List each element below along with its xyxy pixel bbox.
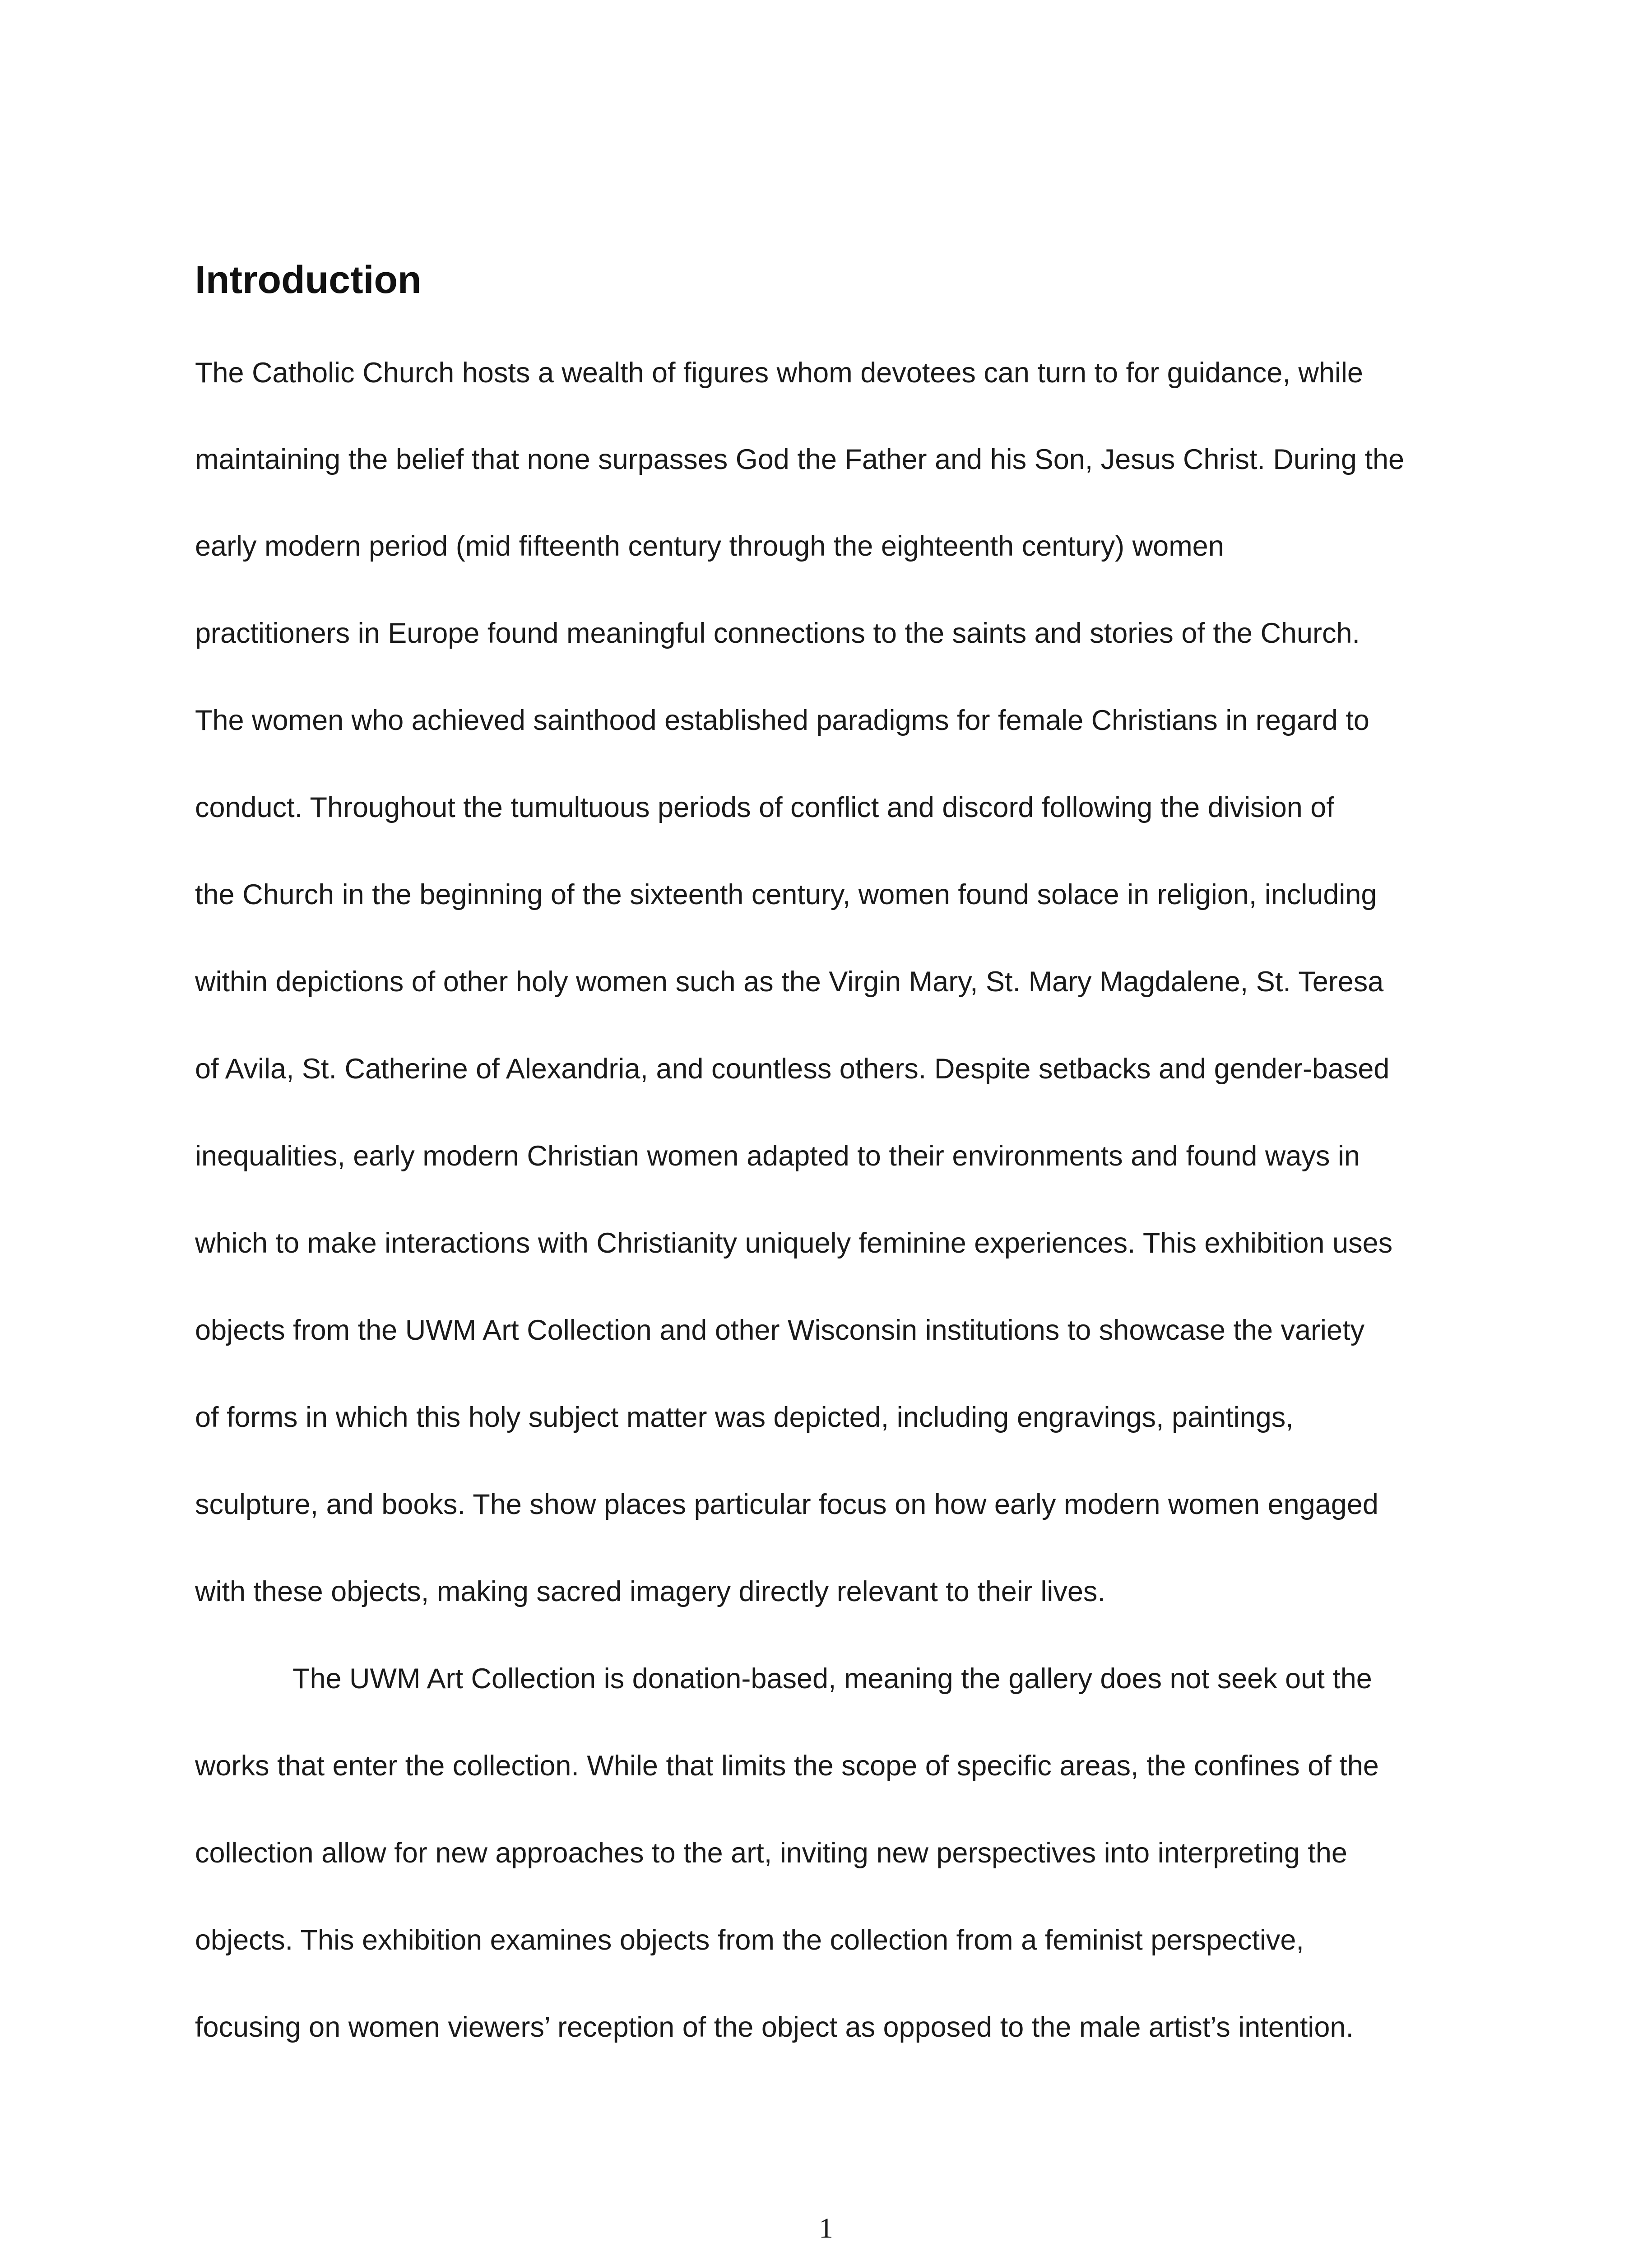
paragraph-line: which to make interactions with Christianity uniquely feminine experiences. This exhibition uses bbox=[195, 1227, 1393, 1259]
paragraph-line: the Church in the beginning of the sixteenth century, women found solace in religion, including bbox=[195, 879, 1377, 910]
paragraph-line: of forms in which this holy subject matter was depicted, including engravings, paintings, bbox=[195, 1402, 1294, 1433]
paragraph-line: with these objects, making sacred imagery directly relevant to their lives. bbox=[195, 1576, 1105, 1607]
section-heading: Introduction bbox=[195, 258, 422, 302]
paragraph-line: The UWM Art Collection is donation-based, meaning the gallery does not seek out the bbox=[292, 1663, 1372, 1695]
paragraph-line: sculpture, and books. The show places particular focus on how early modern women engaged bbox=[195, 1489, 1378, 1520]
paragraph-line: maintaining the belief that none surpasses God the Father and his Son, Jesus Christ. During the bbox=[195, 444, 1405, 475]
paragraph-line: objects from the UWM Art Collection and other Wisconsin institutions to showcase the variety bbox=[195, 1314, 1365, 1346]
paragraph-line: early modern period (mid fifteenth century through the eighteenth century) women bbox=[195, 530, 1224, 562]
paragraph-line: works that enter the collection. While that limits the scope of specific areas, the confines of the bbox=[195, 1750, 1379, 1782]
page-number: 1 bbox=[819, 2212, 833, 2244]
paragraph-line: conduct. Throughout the tumultuous periods of conflict and discord following the division of bbox=[195, 792, 1334, 823]
paragraph-line: The women who achieved sainthood established paradigms for female Christians in regard to bbox=[195, 705, 1369, 736]
paragraph-line: practitioners in Europe found meaningful connections to the saints and stories of the Church. bbox=[195, 618, 1360, 649]
paragraph-line: objects. This exhibition examines objects from the collection from a feminist perspective, bbox=[195, 1924, 1304, 1956]
paragraph-line: of Avila, St. Catherine of Alexandria, and countless others. Despite setbacks and gender-based bbox=[195, 1053, 1390, 1085]
paragraph-line: inequalities, early modern Christian women adapted to their environments and found ways in bbox=[195, 1140, 1360, 1172]
paragraph-line: The Catholic Church hosts a wealth of figures whom devotees can turn to for guidance, while bbox=[195, 357, 1363, 389]
paragraph-line: within depictions of other holy women such as the Virgin Mary, St. Mary Magdalene, St. Teresa bbox=[195, 966, 1384, 998]
paragraph-line: collection allow for new approaches to the art, inviting new perspectives into interpreting the bbox=[195, 1837, 1347, 1869]
paragraph-line: focusing on women viewers’ reception of the object as opposed to the male artist’s intention. bbox=[195, 2011, 1354, 2043]
